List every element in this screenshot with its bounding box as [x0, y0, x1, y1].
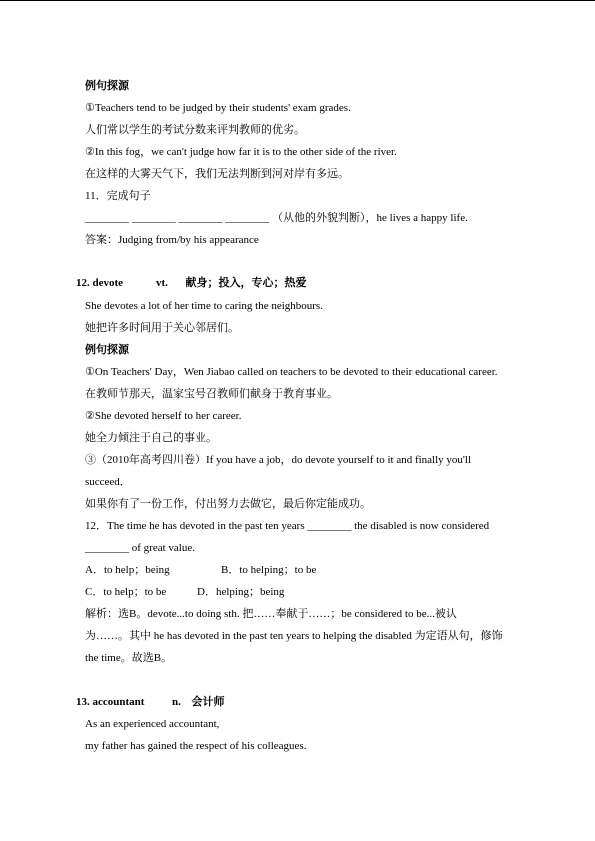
example-sentence-en: She devotes a lot of her time to caring the neighbours.	[85, 300, 323, 312]
entry-header-accountant	[76, 695, 225, 709]
example-sentence-en: ①On Teachers' Day，Wen Jiabao called on teachers to be devoted to their educational career.	[85, 366, 498, 378]
example-sentence-zh: 在教师节那天，温家宝号召教师们献身于教育事业。	[85, 388, 338, 400]
part-of-speech: n.	[172, 696, 181, 708]
answer-line: 答案：Judging from/by his appearance	[85, 234, 259, 246]
example-heading: 例句探源	[85, 344, 129, 356]
options-row	[85, 563, 316, 577]
fill-in-sentence: ________ ________ ________ ________ （从他的外貌判断），he lives a happy life.	[85, 212, 468, 224]
example-heading: 例句探源	[85, 80, 129, 92]
example-sentence-en-cont: my father has gained the respect of his colleagues.	[85, 740, 307, 752]
example-sentence-zh: 她全力倾注于自己的事业。	[85, 432, 217, 444]
example-sentence-en-cont: succeed．	[85, 476, 131, 488]
question-stem-cont: ________ of great value.	[85, 542, 195, 554]
example-sentence-zh: 她把许多时间用于关心邻居们。	[85, 322, 239, 334]
meaning: 会计师	[191, 696, 225, 708]
example-sentence-en: ②She devoted herself to her career.	[85, 410, 242, 422]
example-sentence-en: As an experienced accountant,	[85, 718, 220, 730]
option-a: A．to help；being	[85, 564, 170, 576]
explanation: 解析：选B。devote...to doing sth. 把……奉献于……；be considered to be...被认	[85, 608, 457, 620]
option-b: B．to helping；to be	[221, 564, 317, 576]
option-c: C．to help；to be	[85, 586, 167, 598]
part-of-speech: vt.	[156, 277, 168, 289]
meaning: 献身；投入，专心；热爱	[185, 277, 307, 289]
headword: 12. devote	[76, 277, 124, 289]
entry-header-devote	[76, 276, 307, 290]
headword: 13. accountant	[76, 696, 145, 708]
example-sentence-zh: 如果你有了一份工作，付出努力去做它，最后你定能成功。	[85, 498, 371, 510]
example-sentence-en: ③（2010年高考四川卷）If you have a job，do devote yourself to it and finally you'll	[85, 454, 472, 466]
example-sentence-en: ①Teachers tend to be judged by their students' exam grades.	[85, 102, 351, 114]
example-sentence-en: ②In this fog，we can't judge how far it is to the other side of the river.	[85, 146, 397, 158]
explanation-cont: 为……。其中 he has devoted in the past ten years to helping the disabled 为定语从句，修饰	[85, 630, 503, 642]
exercise-title: 11．完成句子	[85, 190, 151, 202]
top-rule	[0, 0, 595, 1]
options-row	[85, 585, 284, 599]
example-sentence-zh: 在这样的大雾天气下，我们无法判断到河对岸有多远。	[85, 168, 349, 180]
question-stem: 12．The time he has devoted in the past ten years ________ the disabled is now considered	[85, 520, 490, 532]
explanation-cont: the time。故选B。	[85, 652, 173, 664]
option-d: D．helping；being	[197, 586, 285, 598]
example-sentence-zh: 人们常以学生的考试分数来评判教师的优劣。	[85, 124, 305, 136]
